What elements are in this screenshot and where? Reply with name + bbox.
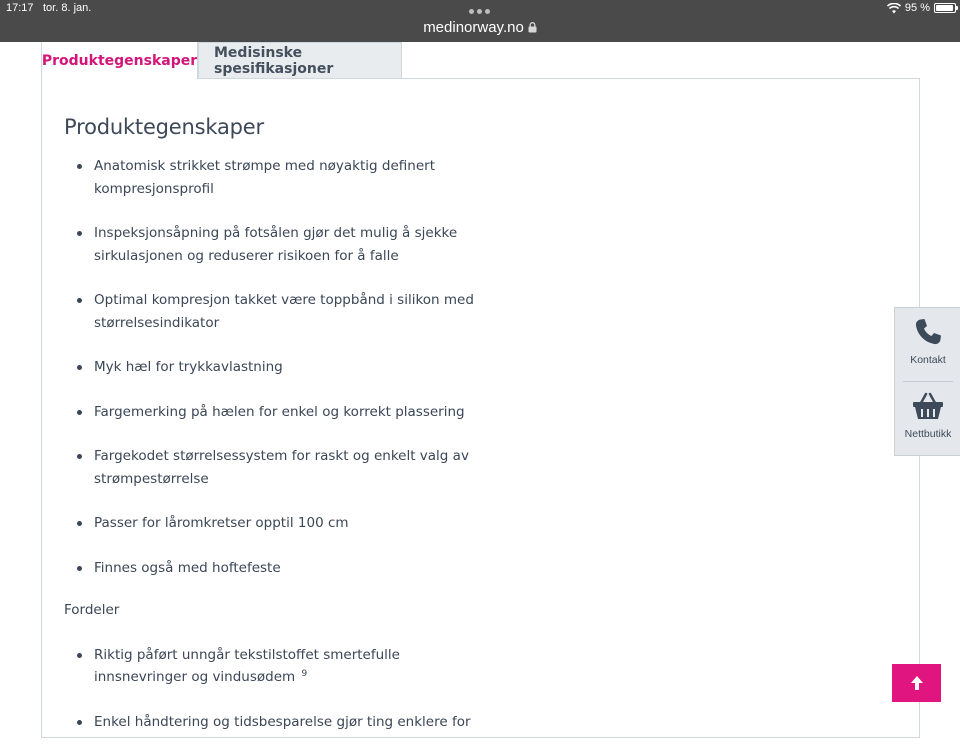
- phone-icon: [912, 316, 944, 348]
- status-date: tor. 8. jan.: [43, 2, 92, 14]
- url-text: medinorway.no: [423, 19, 524, 36]
- shop-button[interactable]: [895, 392, 960, 440]
- url-bar[interactable]: [0, 19, 960, 36]
- tab-bar: [41, 42, 402, 79]
- battery-percent: 95 %: [904, 2, 930, 14]
- lock-icon: [528, 22, 537, 33]
- footnote-ref[interactable]: 9: [301, 668, 308, 679]
- benefits-title: Fordeler: [64, 602, 120, 618]
- list-item: Finnes også med hoftefeste: [64, 557, 484, 580]
- basket-icon: [911, 392, 945, 422]
- shop-label: Nettbutikk: [904, 428, 952, 440]
- side-contact-widget: [894, 307, 960, 456]
- battery-icon: [934, 3, 956, 13]
- multitasking-dots-icon[interactable]: [469, 9, 490, 14]
- list-item: Myk hæl for trykkavlastning: [64, 356, 484, 379]
- tab-produktegenskaper[interactable]: Produktegenskaper: [41, 42, 198, 79]
- list-item: Fargekodet størrelsessystem for raskt og enkelt valg av strømpestørrelse: [64, 445, 484, 490]
- status-indicators: [887, 2, 956, 14]
- list-item: Fargemerking på hælen for enkel og korrekt plassering: [64, 401, 484, 424]
- status-time: 17:17: [6, 2, 34, 14]
- list-item: Passer for låromkretser opptil 100 cm: [64, 512, 484, 535]
- list-item: [64, 644, 484, 689]
- feature-list: [64, 155, 484, 579]
- tab-content: [64, 115, 484, 755]
- list-item: [64, 711, 484, 734]
- contact-label: Kontakt: [910, 354, 946, 366]
- section-heading: Produktegenskaper: [64, 115, 264, 139]
- list-item: Optimal kompresjon takket være toppbånd i silikon med størrelsesindikator: [64, 289, 484, 334]
- contact-button[interactable]: [895, 316, 960, 366]
- list-item: Anatomisk strikket strømpe med nøyaktig definert kompresjonsprofil: [64, 155, 484, 200]
- list-item: Inspeksjonsåpning på fotsålen gjør det mulig å sjekke sirkulasjonen og reduserer risikoen for å falle: [64, 222, 484, 267]
- wifi-icon: [887, 3, 901, 14]
- browser-status-bar: [0, 0, 960, 42]
- scroll-to-top-button[interactable]: [892, 664, 941, 702]
- benefit-text: Riktig påført unngår tekstilstoffet smertefulle innsnevringer og vindusødem: [94, 646, 400, 685]
- side-divider: [903, 381, 953, 382]
- arrow-up-icon: [910, 675, 924, 691]
- benefit-text: Enkel håndtering og tidsbesparelse gjør ting enklere for: [94, 713, 471, 730]
- tab-medisinske-spesifikasjoner[interactable]: Medisinske spesifikasjoner: [198, 42, 402, 79]
